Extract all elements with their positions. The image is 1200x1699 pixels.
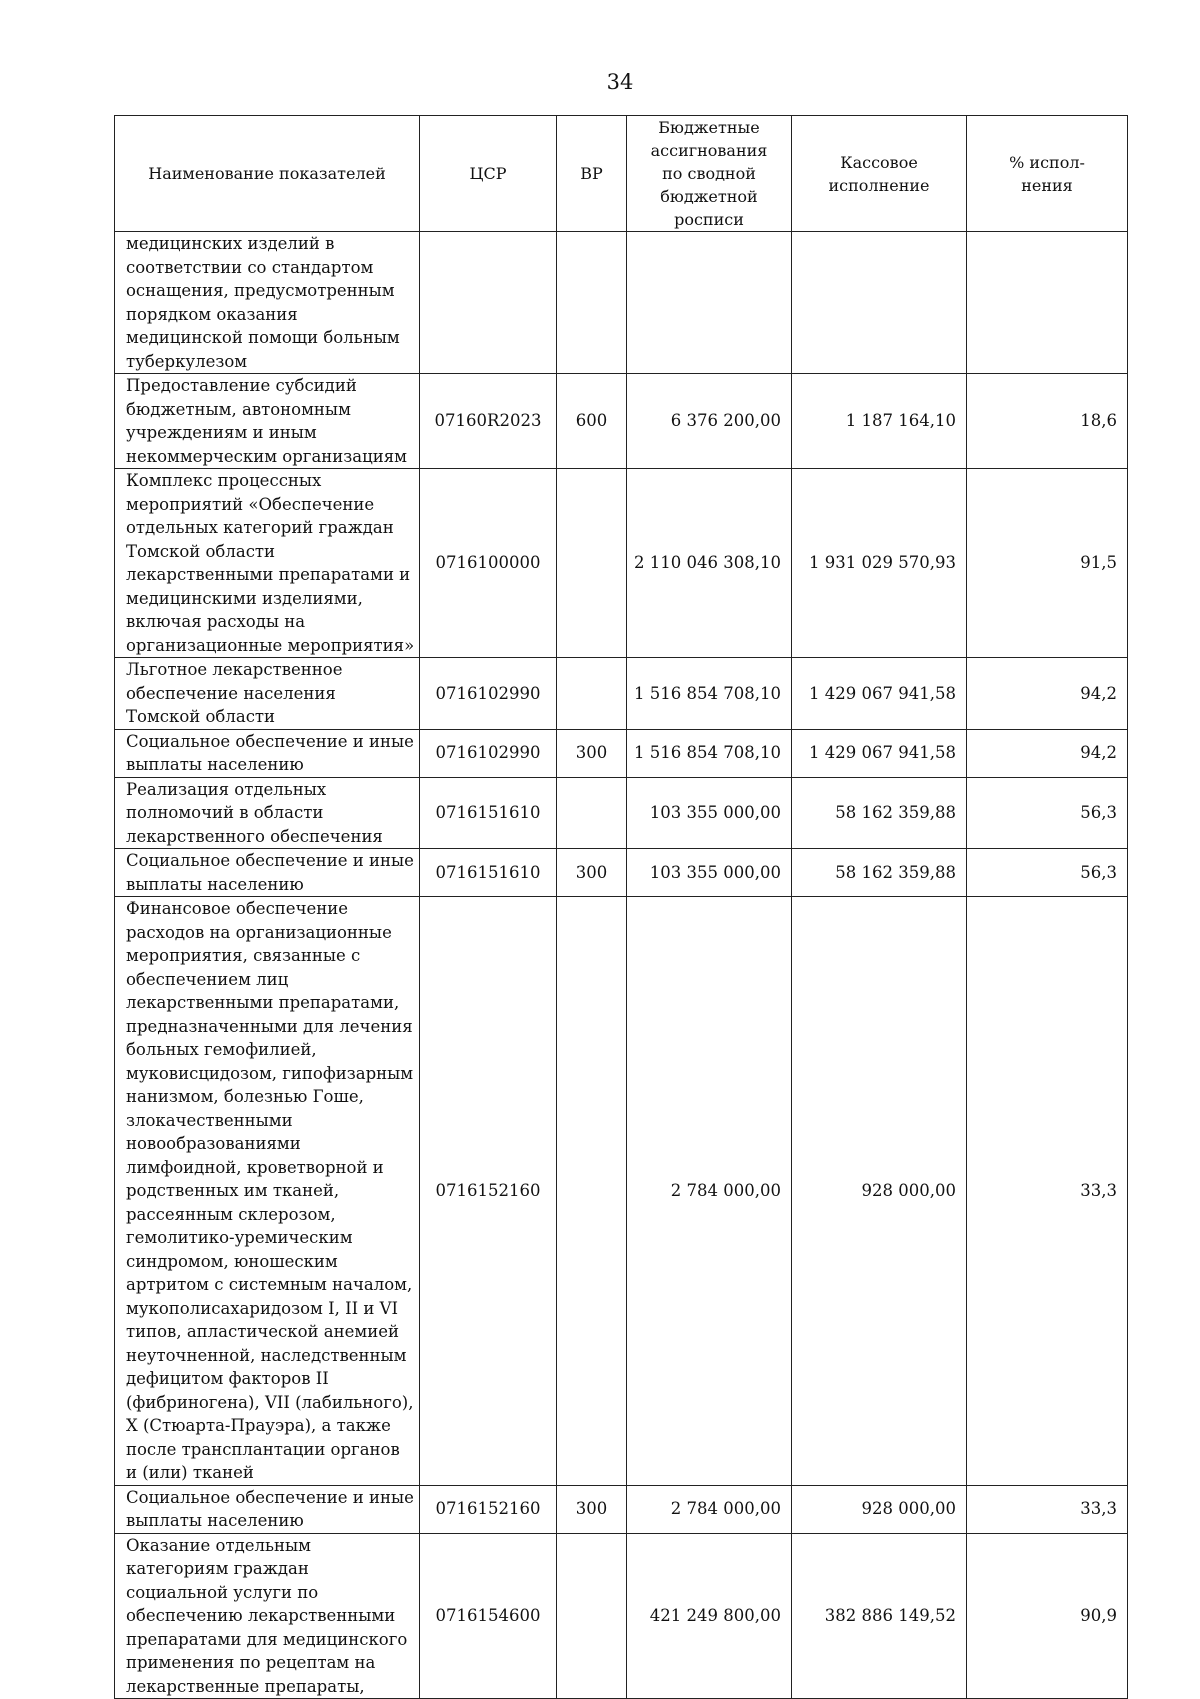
row-cash: 1 429 067 941,58: [792, 658, 967, 730]
row-vr: [557, 1533, 627, 1699]
row-budget: 1 516 854 708,10: [627, 658, 792, 730]
row-cash: [792, 232, 967, 374]
row-name: Предоставление субсидий бюджетным, автономным учреждениям и иным некоммерческим организациям: [115, 374, 420, 469]
row-name: Комплекс процессных мероприятий «Обеспечение отдельных категорий граждан Томской области лекарственными препаратами и медицинскими изделиями, включая расходы на организационные мероприятия»: [115, 469, 420, 658]
row-vr: 300: [557, 1485, 627, 1533]
row-name: Социальное обеспечение и иные выплаты населению: [115, 729, 420, 777]
table-row: [115, 469, 1128, 658]
row-pct: 56,3: [967, 777, 1128, 849]
table-row: [115, 897, 1128, 1486]
row-name: Финансовое обеспечение расходов на организационные мероприятия, связанные с обеспечением лиц лекарственными препаратами, предназначенными для лечения больных гемофилией, муковисцидозом, гипофизарным нанизмом, болезнью Гоше, злокачественными новообразованиями лимфоидной, кроветворной и родственных им тканей, рассеянным склерозом, гемолитико-уремическим синдромом, юношеским артритом с системным началом, мукополисахаридозом I, II и VI типов, апластической анемией неуточненной, наследственным дефицитом факторов II (фибриногена), VII (лабильного), X (Стюарта-Прауэра), а также после трансплантации органов и (или) тканей: [115, 897, 420, 1486]
table-row: [115, 658, 1128, 730]
row-name: Социальное обеспечение и иные выплаты населению: [115, 849, 420, 897]
row-csr: [420, 232, 557, 374]
row-csr: 0716154600: [420, 1533, 557, 1699]
row-budget: 103 355 000,00: [627, 777, 792, 849]
row-budget: 1 516 854 708,10: [627, 729, 792, 777]
header-budget: Бюджетные ассигнования по сводной бюджетной росписи: [627, 116, 792, 232]
row-cash: 928 000,00: [792, 1485, 967, 1533]
row-csr: 07160R2023: [420, 374, 557, 469]
row-pct: 18,6: [967, 374, 1128, 469]
row-pct: [967, 232, 1128, 374]
row-csr: 0716152160: [420, 897, 557, 1486]
row-csr: 0716151610: [420, 777, 557, 849]
row-pct: 33,3: [967, 897, 1128, 1486]
row-name: Льготное лекарственное обеспечение населения Томской области: [115, 658, 420, 730]
table-row: [115, 849, 1128, 897]
table-row: [115, 232, 1128, 374]
row-budget: 6 376 200,00: [627, 374, 792, 469]
row-pct: 94,2: [967, 658, 1128, 730]
row-cash: 58 162 359,88: [792, 849, 967, 897]
row-cash: 382 886 149,52: [792, 1533, 967, 1699]
header-pct: % испол-нения: [967, 116, 1128, 232]
row-vr: [557, 897, 627, 1486]
table-row: [115, 777, 1128, 849]
row-csr: 0716100000: [420, 469, 557, 658]
row-cash: 1 931 029 570,93: [792, 469, 967, 658]
row-cash: 1 429 067 941,58: [792, 729, 967, 777]
row-name: медицинских изделий в соответствии со стандартом оснащения, предусмотренным порядком оказания медицинской помощи больным туберкулезом: [115, 232, 420, 374]
table-row: [115, 1485, 1128, 1533]
row-csr: 0716102990: [420, 658, 557, 730]
table-row: [115, 374, 1128, 469]
row-name: Реализация отдельных полномочий в области лекарственного обеспечения: [115, 777, 420, 849]
table-header-row: [115, 116, 1128, 232]
header-vr: ВР: [557, 116, 627, 232]
row-csr: 0716151610: [420, 849, 557, 897]
row-budget: 2 784 000,00: [627, 897, 792, 1486]
row-csr: 0716152160: [420, 1485, 557, 1533]
row-budget: [627, 232, 792, 374]
row-name: Оказание отдельным категориям граждан социальной услуги по обеспечению лекарственными препаратами для медицинского применения по рецептам на лекарственные препараты,: [115, 1533, 420, 1699]
row-vr: 300: [557, 729, 627, 777]
row-vr: [557, 658, 627, 730]
row-budget: 421 249 800,00: [627, 1533, 792, 1699]
row-pct: 94,2: [967, 729, 1128, 777]
row-vr: 300: [557, 849, 627, 897]
row-vr: [557, 232, 627, 374]
row-csr: 0716102990: [420, 729, 557, 777]
row-budget: 2 784 000,00: [627, 1485, 792, 1533]
header-name: Наименование показателей: [115, 116, 420, 232]
row-pct: 33,3: [967, 1485, 1128, 1533]
budget-execution-table: [114, 115, 1128, 1699]
row-budget: 2 110 046 308,10: [627, 469, 792, 658]
row-pct: 56,3: [967, 849, 1128, 897]
table-row: [115, 1533, 1128, 1699]
row-vr: [557, 469, 627, 658]
row-budget: 103 355 000,00: [627, 849, 792, 897]
row-vr: 600: [557, 374, 627, 469]
row-cash: 1 187 164,10: [792, 374, 967, 469]
row-pct: 91,5: [967, 469, 1128, 658]
row-vr: [557, 777, 627, 849]
table-row: [115, 729, 1128, 777]
row-pct: 90,9: [967, 1533, 1128, 1699]
header-csr: ЦСР: [420, 116, 557, 232]
row-cash: 928 000,00: [792, 897, 967, 1486]
row-cash: 58 162 359,88: [792, 777, 967, 849]
header-cash: Кассовое исполнение: [792, 116, 967, 232]
page-number: 34: [606, 70, 634, 94]
row-name: Социальное обеспечение и иные выплаты населению: [115, 1485, 420, 1533]
